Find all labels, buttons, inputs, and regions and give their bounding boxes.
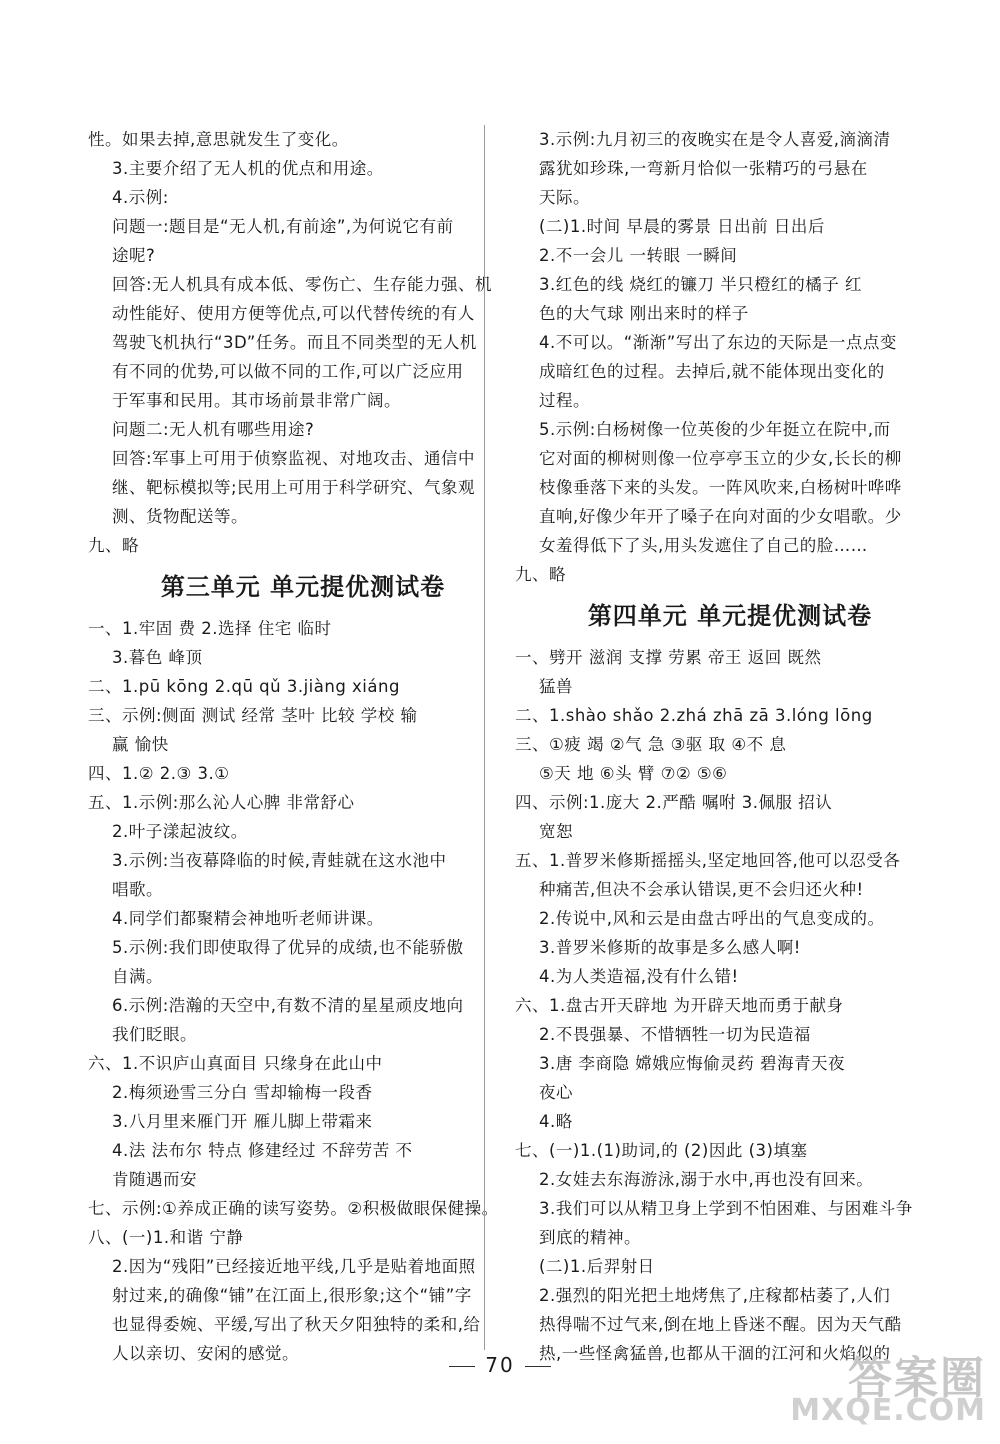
answer-line: 六、1.盘古开天辟地 为开辟天地而勇于献身 <box>515 996 844 1015</box>
answer-line: 二、1.shào shǎo 2.zhá zhā zā 3.lóng lōng <box>515 706 873 725</box>
answer-line: 三、示例:侧面 测试 经常 茎叶 比较 学校 输 <box>88 706 418 725</box>
answer-line: 问题二:无人机有哪些用途? <box>112 420 315 439</box>
answer-line: 五、1.普罗米修斯摇摇头,坚定地回答,他可以忍受各 <box>515 851 901 870</box>
answer-line: 色的大气球 刚出来时的样子 <box>539 304 749 323</box>
answer-line: 3.八月里来雁门开 雁儿脚上带霜来 <box>112 1112 373 1131</box>
answer-line: 2.梅须逊雪三分白 雪却输梅一段香 <box>112 1083 373 1102</box>
watermark-url: MXQE.COM <box>790 1393 986 1428</box>
answer-line: 自满。 <box>112 967 163 986</box>
answer-line: 二、1.pū kōng 2.qū qǔ 3.jiàng xiáng <box>88 677 400 696</box>
answer-line: 驾驶飞机执行“3D”任务。而且不同类型的无人机 <box>112 333 477 352</box>
answer-line: 2.女娃去东海游泳,溺于水中,再也没有回来。 <box>539 1170 874 1189</box>
answer-line: 动性能好、使用方便等优点,可以代替传统的有人 <box>112 304 475 323</box>
answer-line: 露犹如珍珠,一弯新月恰似一张精巧的弓悬在 <box>539 159 868 178</box>
answer-line: 射过来,的确像“铺”在江面上,很形象;这个“铺”字 <box>112 1286 472 1305</box>
answer-line: 猛兽 <box>539 677 573 696</box>
answer-line: 六、1.不识庐山真面目 只缘身在此山中 <box>88 1054 383 1073</box>
answer-line: 测、货物配送等。 <box>112 507 248 526</box>
answer-line: 宽恕 <box>539 822 573 841</box>
column-divider <box>484 125 485 1350</box>
answer-line: 4.同学们都聚精会神地听老师讲课。 <box>112 909 384 928</box>
page-number-text: 70 <box>485 1353 515 1377</box>
answer-line: 2.不一会儿 一转眼 一瞬间 <box>539 246 738 265</box>
answer-line: 4.法 法布尔 特点 修建经过 不辞劳苦 不 <box>112 1141 413 1160</box>
answer-line: 继、靶标模拟等;民用上可用于科学研究、气象观 <box>112 478 476 497</box>
answer-line: 3.我们可以从精卫身上学到不怕困难、与困难斗争 <box>539 1199 913 1218</box>
answer-line: 4.为人类造福,没有什么错! <box>539 967 739 986</box>
dash-left <box>449 1366 475 1367</box>
answer-line: 2.叶子漾起波纹。 <box>112 822 248 841</box>
answer-line: 唱歌。 <box>112 880 163 899</box>
answer-line: 成暗红色的过程。去掉后,就不能体现出变化的 <box>539 362 885 381</box>
answer-line: 2.不畏强暴、不惜牺牲一切为民造福 <box>539 1025 811 1044</box>
answer-line: 女羞得低下了头,用头发遮住了自己的脸…… <box>539 536 868 555</box>
right-column <box>515 125 945 1368</box>
answer-line: 五、1.示例:那么沁人心脾 非常舒心 <box>88 793 355 812</box>
answer-line: 5.示例:我们即使取得了优异的成绩,也不能骄傲 <box>112 938 464 957</box>
answer-line: 种痛苦,但决不会承认错误,更不会归还火种! <box>539 880 864 899</box>
watermark <box>736 1342 986 1428</box>
answer-line: (二)1.后羿射日 <box>539 1257 655 1276</box>
answer-line: 2.因为“残阳”已经接近地平线,几乎是贴着地面照 <box>112 1257 476 1276</box>
answer-line: 途呢? <box>112 246 156 265</box>
answer-line: 夜心 <box>539 1083 573 1102</box>
answer-line: 4.不可以。“渐渐”写出了东边的天际是一点点变 <box>539 333 897 352</box>
answer-line: 一、劈开 滋润 支撑 劳累 帝王 返回 既然 <box>515 648 822 667</box>
answer-line: 4.示例: <box>112 188 169 207</box>
answer-line: 3.普罗米修斯的故事是多么感人啊! <box>539 938 801 957</box>
answer-line: 八、(一)1.和谐 宁静 <box>88 1228 244 1247</box>
answer-line: 七、示例:①养成正确的读写姿势。②积极做眼保健操。 <box>88 1199 499 1218</box>
answer-line: 也显得委婉、平缓,写出了秋天夕阳独特的柔和,给 <box>112 1315 481 1334</box>
answer-line: 我们眨眼。 <box>112 1025 197 1044</box>
answer-line: 性。如果去掉,意思就发生了变化。 <box>88 130 349 149</box>
answer-line: 2.传说中,风和云是由盘古呼出的气息变成的。 <box>539 909 885 928</box>
section-heading: 第三单元 单元提优测试卷 <box>160 572 446 601</box>
answer-line: 七、(一)1.(1)助词,的 (2)因此 (3)填塞 <box>515 1141 808 1160</box>
answer-line: 3.主要介绍了无人机的优点和用途。 <box>112 159 384 178</box>
left-column <box>88 125 518 1368</box>
answer-line: 有不同的优势,可以做不同的工作,可以广泛应用 <box>112 362 464 381</box>
answer-line: 3.示例:当夜幕降临的时候,青蛙就在这水池中 <box>112 851 447 870</box>
answer-line: 回答:无人机具有成本低、零伤亡、生存能力强、机 <box>112 275 493 294</box>
answer-line: 九、略 <box>88 536 139 555</box>
answer-line: 热得喘不过气来,倒在地上昏迷不醒。因为天气酷 <box>539 1315 902 1334</box>
answer-line: 直响,好像少年开了嗓子在向对面的少女唱歌。少 <box>539 507 902 526</box>
answer-line: 3.示例:九月初三的夜晚实在是令人喜爱,滴滴清 <box>539 130 891 149</box>
answer-line: 人以亲切、安闲的感觉。 <box>112 1344 299 1363</box>
dash-right <box>525 1366 551 1367</box>
answer-line: 天际。 <box>539 188 590 207</box>
answer-line: 到底的精神。 <box>539 1228 641 1247</box>
answer-line: 枝像垂落下来的头发。一阵风吹来,白杨树叶哗哗 <box>539 478 902 497</box>
answer-line: 热,一些怪禽猛兽,也都从干涸的江河和火焰似的 <box>539 1344 891 1363</box>
answer-line: 6.示例:浩瀚的天空中,有数不清的星星顽皮地向 <box>112 996 464 1015</box>
answer-line: 三、①疲 竭 ②气 急 ③驱 取 ④不 息 <box>515 735 787 754</box>
answer-line: 3.暮色 峰顶 <box>112 648 203 667</box>
answer-line: 四、示例:1.庞大 2.严酷 嘱咐 3.佩服 招认 <box>515 793 833 812</box>
answer-line: 3.唐 李商隐 嫦娥应悔偷灵药 碧海青天夜 <box>539 1054 845 1073</box>
answer-line: 于军事和民用。其市场前景非常广阔。 <box>112 391 401 410</box>
answer-line: 过程。 <box>539 391 590 410</box>
answer-line: 赢 愉快 <box>112 735 169 754</box>
answer-line: 它对面的柳树则像一位亭亭玉立的少女,长长的柳 <box>539 449 902 468</box>
answer-line: ⑤天 地 ⑥头 臂 ⑦② ⑤⑥ <box>539 764 728 783</box>
answer-line: 九、略 <box>515 565 566 584</box>
answer-line: 4.略 <box>539 1112 573 1131</box>
answer-line: 2.强烈的阳光把土地烤焦了,庄稼都枯萎了,人们 <box>539 1286 891 1305</box>
section-heading: 第四单元 单元提优测试卷 <box>587 601 873 630</box>
answer-line: 回答:军事上可用于侦察监视、对地攻击、通信中 <box>112 449 476 468</box>
watermark-logo: 答案圈 <box>848 1353 986 1404</box>
answer-line: 问题一:题目是“无人机,有前途”,为何说它有前 <box>112 217 454 236</box>
answer-line: 四、1.② 2.③ 3.① <box>88 764 230 783</box>
answer-line: 5.示例:白杨树像一位英俊的少年挺立在院中,而 <box>539 420 891 439</box>
answer-line: 3.红色的线 烧红的镰刀 半只橙红的橘子 红 <box>539 275 862 294</box>
answer-line: 一、1.牢固 费 2.选择 住宅 临时 <box>88 619 332 638</box>
answer-line: 肯随遇而安 <box>112 1170 197 1189</box>
answer-line: (二)1.时间 早晨的雾景 日出前 日出后 <box>539 217 825 236</box>
